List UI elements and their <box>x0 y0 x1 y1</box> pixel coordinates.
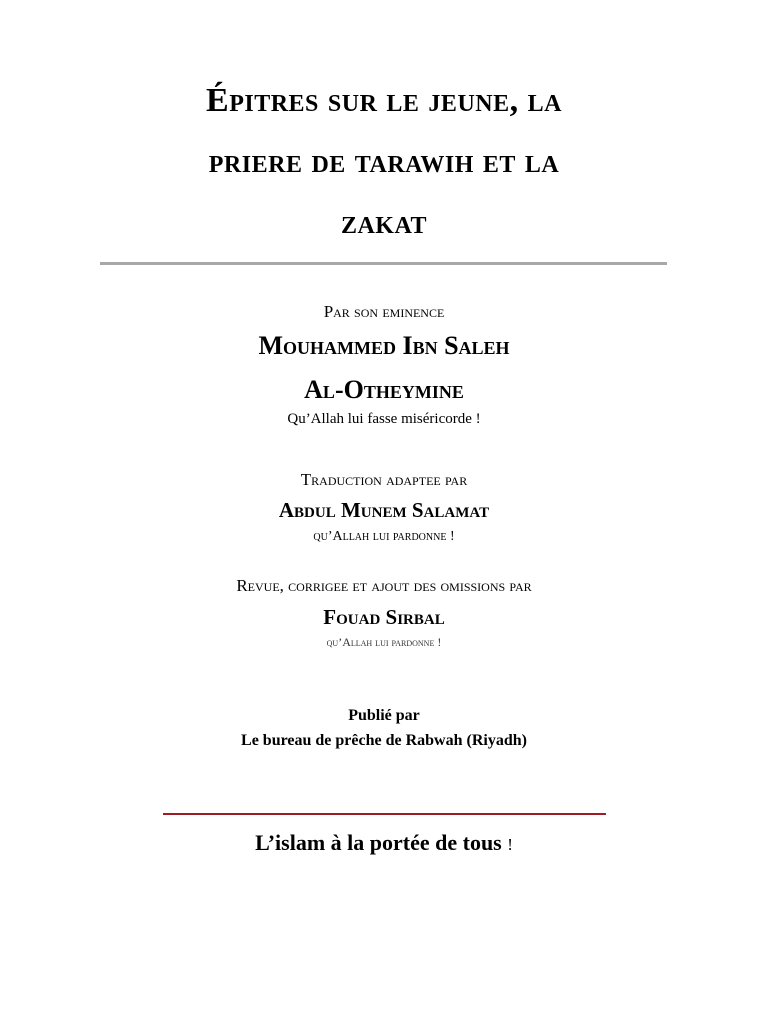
reviewer-blessing: qu’Allah lui pardonne ! <box>326 635 442 649</box>
translation-label: Traduction adaptee par <box>300 470 468 489</box>
title-divider <box>100 262 667 265</box>
author-name-line-1: Mouhammed Ibn Saleh <box>258 331 510 360</box>
title-line-2: priere de tarawih et la <box>208 143 560 180</box>
document-title <box>84 70 684 253</box>
slogan-exclamation: ! <box>507 835 513 854</box>
translator-name: Abdul Munem Salamat <box>278 498 490 522</box>
publisher-name: Le bureau de prêche de Rabwah (Riyadh) <box>241 732 527 749</box>
author-blessing: Qu’Allah lui fasse miséricorde ! <box>287 411 481 427</box>
title-line-3: zakat <box>340 204 428 241</box>
translator-blessing: qu’Allah lui pardonne ! <box>313 529 455 544</box>
accent-divider <box>163 813 606 815</box>
author-name-line-2: Al-Otheymine <box>304 375 464 404</box>
title-line-1: Épitres sur le jeune, la <box>206 82 562 119</box>
reviewer-name: Fouad Sirbal <box>323 605 445 629</box>
slogan <box>84 826 684 862</box>
author-by-label: Par son eminence <box>323 302 445 321</box>
slogan-text: L’islam à la portée de tous <box>255 830 502 855</box>
review-label: Revue, corrigee et ajout des omissions par <box>236 576 532 595</box>
published-by-label: Publié par <box>348 707 420 724</box>
